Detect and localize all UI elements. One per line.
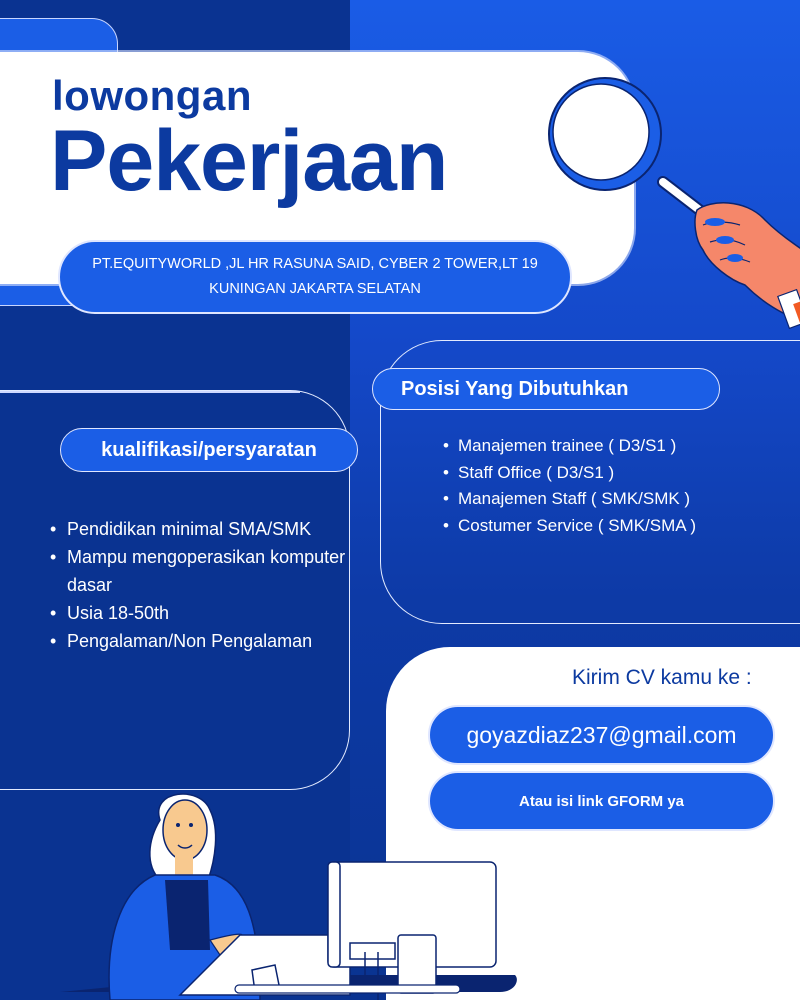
address-line-2: KUNINGAN JAKARTA SELATAN: [209, 281, 421, 297]
hand-holding-icon: [695, 203, 800, 329]
qualifications-heading: kualifikasi/persyaratan: [60, 428, 358, 472]
list-item: • Pengalaman/Non Pengalaman: [50, 627, 350, 655]
list-item: • Mampu mengoperasikan komputer dasar: [50, 543, 350, 599]
title-pekerjaan: Pekerjaan: [50, 113, 448, 209]
list-item: • Manajemen Staff ( SMK/SMK ): [443, 486, 773, 513]
qualifications-list: [50, 515, 350, 655]
positions-list: [443, 433, 773, 539]
magnifying-glass-icon: [535, 70, 800, 330]
contact-label: Kirim CV kamu ke :: [572, 666, 752, 689]
address-line-1: PT.EQUITYWORLD ,JL HR RASUNA SAID, CYBER 2 TOWER,LT 19: [92, 256, 538, 272]
positions-heading: Posisi Yang Dibutuhkan: [372, 368, 720, 410]
title-lowongan: lowongan: [52, 72, 252, 119]
list-item: • Pendidikan minimal SMA/SMK: [50, 515, 350, 543]
woman-at-desk-illustration: [60, 780, 540, 1000]
gform-link-button[interactable]: Atau isi link GFORM ya: [428, 771, 775, 831]
company-address-pill: [58, 240, 572, 314]
list-item: • Staff Office ( D3/S1 ): [443, 460, 773, 487]
email-button[interactable]: goyazdiaz237@gmail.com: [428, 705, 775, 765]
list-item: • Usia 18-50th: [50, 599, 350, 627]
list-item: • Manajemen trainee ( D3/S1 ): [443, 433, 773, 460]
list-item: • Costumer Service ( SMK/SMA ): [443, 513, 773, 540]
